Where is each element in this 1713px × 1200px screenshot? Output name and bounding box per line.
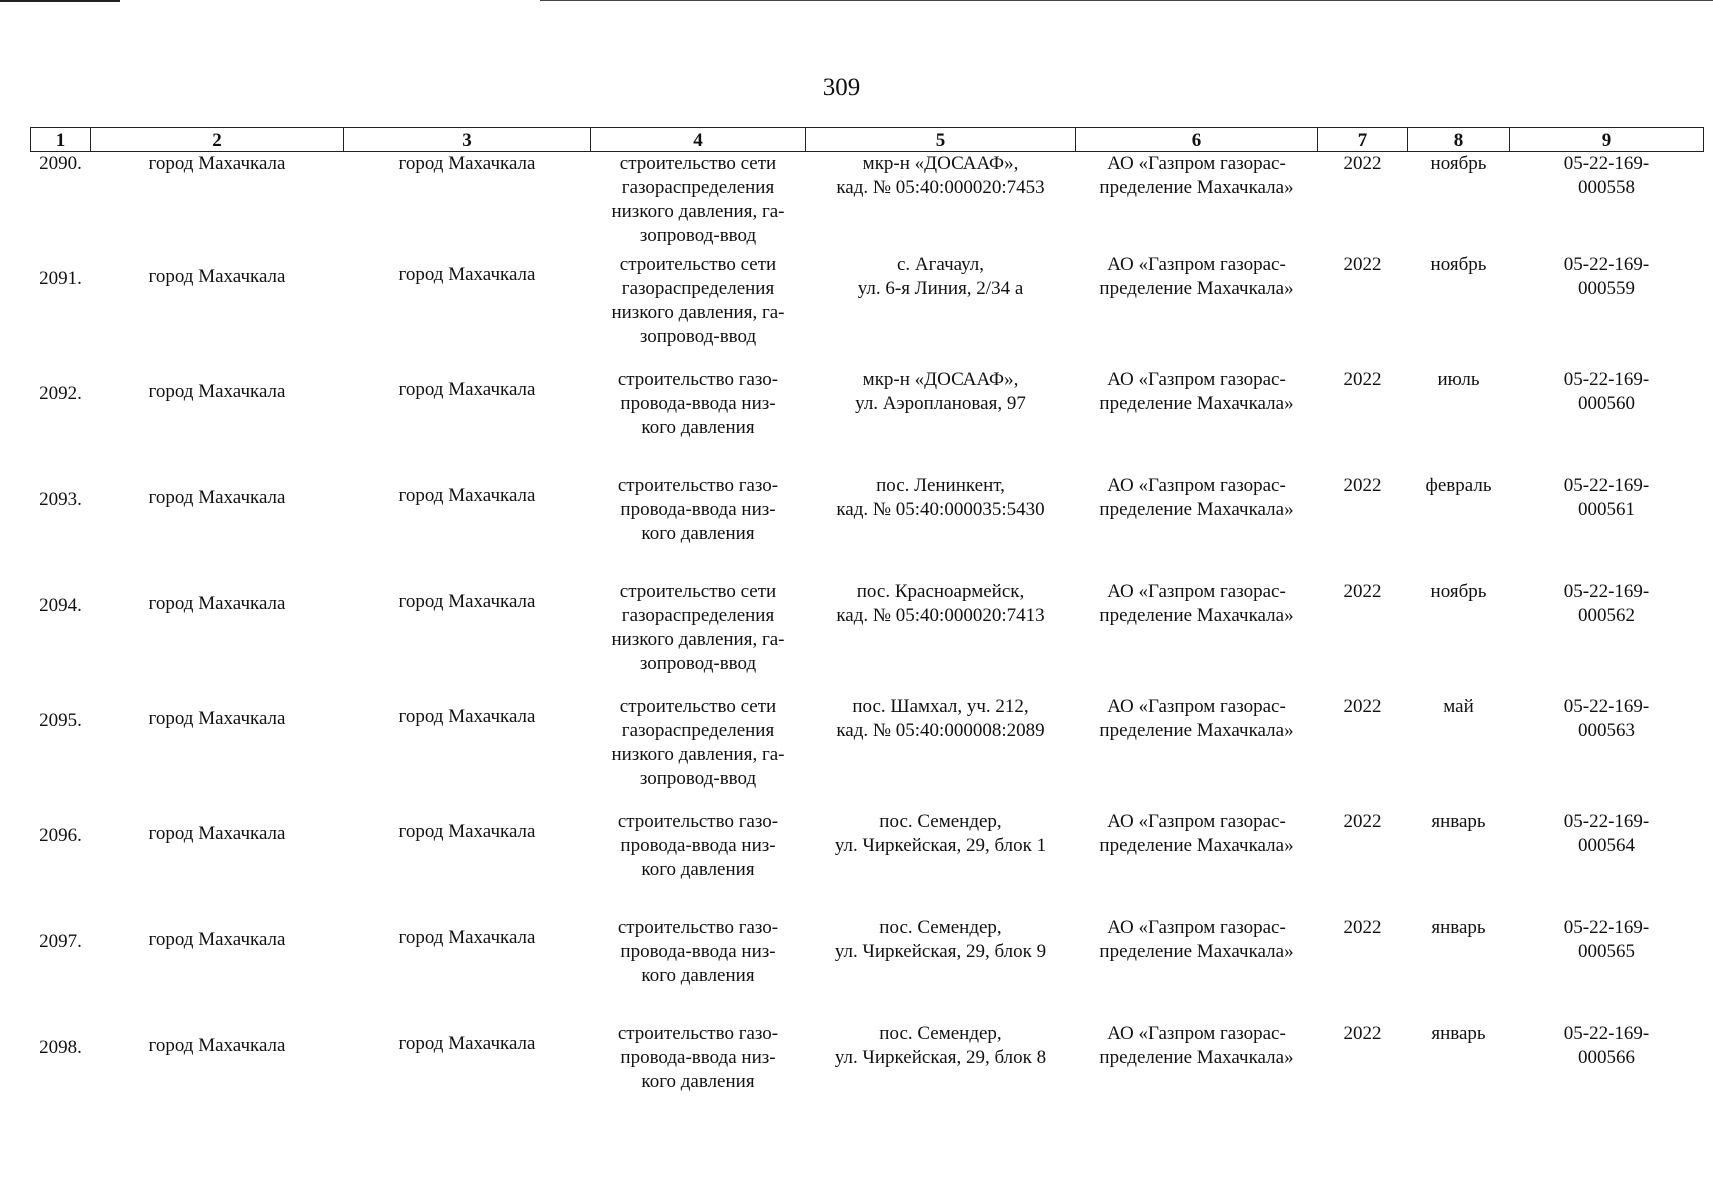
address-cell-line: пос. Шамхал, уч. 212, <box>852 696 1029 717</box>
row-number: 2090. <box>39 153 82 174</box>
registry-code-cell <box>1510 152 1704 254</box>
organization-cell <box>1076 253 1318 368</box>
district-cell: город Махачкала <box>148 1035 286 1056</box>
registry-code-cell-line: 000558 <box>1578 177 1635 198</box>
row-number: 2092. <box>39 383 82 404</box>
organization-cell <box>1076 1022 1318 1128</box>
address-cell-line: ул. Чиркейская, 29, блок 1 <box>834 835 1047 856</box>
registry-code-cell-line: 05-22-169- <box>1563 1023 1650 1044</box>
year-cell: 2022 <box>1343 254 1382 275</box>
column-header-6: 6 <box>1076 128 1318 152</box>
organization-cell-line: АО «Газпром газорас- <box>1107 696 1286 717</box>
year-cell: 2022 <box>1343 475 1382 496</box>
column-header-5: 5 <box>806 128 1076 152</box>
month-cell: ноябрь <box>1430 153 1487 174</box>
work-description-cell <box>591 810 806 916</box>
work-description-cell-line: низкого давления, га- <box>611 744 785 765</box>
work-description-cell-line: газораспределения <box>621 605 775 626</box>
year-cell: 2022 <box>1343 369 1382 390</box>
address-cell <box>806 810 1076 916</box>
registry-code-cell-line: 000561 <box>1578 499 1635 520</box>
locality-cell: город Махачкала <box>398 821 536 842</box>
registry-code-cell-line: 05-22-169- <box>1563 475 1650 496</box>
month-cell: январь <box>1431 917 1486 938</box>
work-description-cell <box>591 253 806 368</box>
district-cell: город Махачкала <box>148 929 286 950</box>
address-cell-line: пос. Семендер, <box>879 917 1002 938</box>
work-description-cell <box>591 695 806 810</box>
column-header-8: 8 <box>1408 128 1510 152</box>
work-description-cell-line: строительство сети <box>619 581 777 602</box>
table-row <box>31 253 1704 368</box>
work-description-cell-line: кого давления <box>641 523 755 544</box>
address-cell <box>806 1022 1076 1128</box>
registry-code-cell-line: 000560 <box>1578 393 1635 414</box>
table-row <box>31 695 1704 810</box>
address-cell-line: пос. Ленинкент, <box>876 475 1005 496</box>
work-description-cell-line: кого давления <box>641 417 755 438</box>
row-number: 2096. <box>39 825 82 846</box>
row-number: 2094. <box>39 595 82 616</box>
registry-code-cell-line: 05-22-169- <box>1563 811 1650 832</box>
address-cell <box>806 580 1076 695</box>
column-header-7: 7 <box>1318 128 1408 152</box>
table-row <box>31 580 1704 695</box>
work-description-cell-line: газораспределения <box>621 278 775 299</box>
row-number: 2091. <box>39 268 82 289</box>
work-description-cell-line: провода-ввода низ- <box>620 941 776 962</box>
registry-code-cell <box>1510 916 1704 1022</box>
column-header-1: 1 <box>31 128 91 152</box>
organization-cell-line: АО «Газпром газорас- <box>1107 254 1286 275</box>
registry-code-cell <box>1510 253 1704 368</box>
year-cell: 2022 <box>1343 1023 1382 1044</box>
organization-cell <box>1076 916 1318 1022</box>
organization-cell-line: пределение Махачкала» <box>1099 941 1294 962</box>
address-cell-line: пос. Семендер, <box>879 811 1002 832</box>
locality-cell: город Махачкала <box>398 1033 536 1054</box>
work-description-cell-line: зопровод-ввод <box>639 653 757 674</box>
address-cell-line: мкр-н «ДОСААФ», <box>862 153 1019 174</box>
month-cell: январь <box>1431 1023 1486 1044</box>
organization-cell-line: пределение Махачкала» <box>1099 278 1294 299</box>
locality-cell: город Махачкала <box>398 379 536 400</box>
address-cell-line: ул. Чиркейская, 29, блок 8 <box>834 1047 1047 1068</box>
row-number: 2095. <box>39 710 82 731</box>
work-description-cell-line: зопровод-ввод <box>639 326 757 347</box>
table-row <box>31 810 1704 916</box>
work-description-cell <box>591 152 806 254</box>
row-number: 2093. <box>39 489 82 510</box>
locality-cell: город Махачкала <box>398 706 536 727</box>
organization-cell-line: пределение Махачкала» <box>1099 177 1294 198</box>
organization-cell-line: АО «Газпром газорас- <box>1107 917 1286 938</box>
month-cell: июль <box>1437 369 1480 390</box>
work-description-cell-line: провода-ввода низ- <box>620 393 776 414</box>
work-description-cell-line: низкого давления, га- <box>611 201 785 222</box>
work-description-cell-line: строительство сети <box>619 696 777 717</box>
work-description-cell-line: провода-ввода низ- <box>620 835 776 856</box>
work-description-cell-line: кого давления <box>641 1071 755 1092</box>
year-cell: 2022 <box>1343 811 1382 832</box>
work-description-cell-line: низкого давления, га- <box>611 302 785 323</box>
organization-cell-line: АО «Газпром газорас- <box>1107 153 1286 174</box>
organization-cell <box>1076 152 1318 254</box>
district-cell: город Махачкала <box>148 266 286 287</box>
address-cell-line: с. Агачаул, <box>896 254 985 275</box>
organization-cell-line: пределение Махачкала» <box>1099 499 1294 520</box>
work-description-cell <box>591 368 806 474</box>
locality-cell: город Махачкала <box>398 927 536 948</box>
year-cell: 2022 <box>1343 696 1382 717</box>
column-header-9: 9 <box>1510 128 1704 152</box>
registry-table <box>30 127 1704 1128</box>
registry-code-cell <box>1510 810 1704 916</box>
address-cell <box>806 474 1076 580</box>
table-row <box>31 368 1704 474</box>
registry-code-cell <box>1510 1022 1704 1128</box>
organization-cell-line: АО «Газпром газорас- <box>1107 369 1286 390</box>
registry-code-cell-line: 05-22-169- <box>1563 369 1650 390</box>
organization-cell-line: АО «Газпром газорас- <box>1107 475 1286 496</box>
organization-cell-line: пределение Махачкала» <box>1099 605 1294 626</box>
district-cell: город Махачкала <box>148 823 286 844</box>
column-header-4: 4 <box>591 128 806 152</box>
year-cell: 2022 <box>1343 917 1382 938</box>
district-cell: город Махачкала <box>148 708 286 729</box>
address-cell <box>806 916 1076 1022</box>
month-cell: февраль <box>1425 475 1492 496</box>
organization-cell <box>1076 580 1318 695</box>
row-number: 2098. <box>39 1037 82 1058</box>
registry-code-cell-line: 000563 <box>1578 720 1635 741</box>
work-description-cell <box>591 1022 806 1128</box>
address-cell-line: кад. № 05:40:000035:5430 <box>836 499 1045 520</box>
year-cell: 2022 <box>1343 153 1382 174</box>
address-cell-line: кад. № 05:40:000008:2089 <box>836 720 1045 741</box>
address-cell <box>806 152 1076 254</box>
work-description-cell <box>591 580 806 695</box>
registry-code-cell-line: 000566 <box>1578 1047 1635 1068</box>
work-description-cell-line: зопровод-ввод <box>639 768 757 789</box>
work-description-cell-line: зопровод-ввод <box>639 225 757 246</box>
table-row <box>31 474 1704 580</box>
table-row <box>31 1022 1704 1128</box>
address-cell-line: кад. № 05:40:000020:7453 <box>836 177 1045 198</box>
organization-cell <box>1076 474 1318 580</box>
registry-code-cell-line: 000559 <box>1578 278 1635 299</box>
month-cell: ноябрь <box>1430 254 1487 275</box>
locality-cell: город Махачкала <box>398 591 536 612</box>
organization-cell-line: АО «Газпром газорас- <box>1107 581 1286 602</box>
locality-cell: город Махачкала <box>398 485 536 506</box>
table-header-row <box>31 128 1704 152</box>
work-description-cell-line: строительство газо- <box>617 1023 779 1044</box>
work-description-cell-line: газораспределения <box>621 177 775 198</box>
address-cell-line: пос. Красноармейск, <box>856 581 1025 602</box>
work-description-cell <box>591 916 806 1022</box>
work-description-cell-line: строительство сети <box>619 153 777 174</box>
locality-cell: город Махачкала <box>398 153 536 174</box>
organization-cell-line: пределение Махачкала» <box>1099 1047 1294 1068</box>
address-cell-line: ул. 6-я Линия, 2/34 а <box>857 278 1024 299</box>
work-description-cell <box>591 474 806 580</box>
work-description-cell-line: кого давления <box>641 965 755 986</box>
locality-cell: город Махачкала <box>398 264 536 285</box>
page-number: 309 <box>822 74 861 101</box>
district-cell: город Махачкала <box>148 487 286 508</box>
registry-code-cell-line: 05-22-169- <box>1563 917 1650 938</box>
registry-code-cell-line: 000565 <box>1578 941 1635 962</box>
work-description-cell-line: строительство газо- <box>617 917 779 938</box>
work-description-cell-line: строительство газо- <box>617 475 779 496</box>
address-cell-line: ул. Аэроплановая, 97 <box>855 393 1026 414</box>
registry-code-cell-line: 05-22-169- <box>1563 254 1650 275</box>
table-row <box>31 152 1704 254</box>
table-row <box>31 916 1704 1022</box>
month-cell: май <box>1443 696 1474 717</box>
row-number: 2097. <box>39 931 82 952</box>
year-cell: 2022 <box>1343 581 1382 602</box>
registry-code-cell-line: 000562 <box>1578 605 1635 626</box>
registry-code-cell-line: 05-22-169- <box>1563 581 1650 602</box>
work-description-cell-line: кого давления <box>641 859 755 880</box>
work-description-cell-line: провода-ввода низ- <box>620 499 776 520</box>
address-cell <box>806 368 1076 474</box>
work-description-cell-line: строительство газо- <box>617 369 779 390</box>
registry-code-cell <box>1510 695 1704 810</box>
district-cell: город Махачкала <box>148 153 286 174</box>
registry-code-cell <box>1510 368 1704 474</box>
month-cell: ноябрь <box>1430 581 1487 602</box>
organization-cell-line: пределение Махачкала» <box>1099 720 1294 741</box>
month-cell: январь <box>1431 811 1486 832</box>
column-header-3: 3 <box>344 128 591 152</box>
organization-cell-line: АО «Газпром газорас- <box>1107 811 1286 832</box>
organization-cell <box>1076 368 1318 474</box>
top-edge-rule-right <box>540 0 1713 1</box>
address-cell <box>806 253 1076 368</box>
district-cell: город Махачкала <box>148 593 286 614</box>
address-cell-line: мкр-н «ДОСААФ», <box>862 369 1019 390</box>
organization-cell-line: пределение Махачкала» <box>1099 393 1294 414</box>
district-cell: город Махачкала <box>148 381 286 402</box>
organization-cell-line: АО «Газпром газорас- <box>1107 1023 1286 1044</box>
registry-code-cell-line: 05-22-169- <box>1563 153 1650 174</box>
column-header-2: 2 <box>91 128 344 152</box>
organization-cell-line: пределение Махачкала» <box>1099 835 1294 856</box>
registry-code-cell <box>1510 580 1704 695</box>
work-description-cell-line: строительство сети <box>619 254 777 275</box>
table-body <box>31 152 1704 1129</box>
work-description-cell-line: низкого давления, га- <box>611 629 785 650</box>
top-edge-rule <box>0 0 120 2</box>
organization-cell <box>1076 810 1318 916</box>
work-description-cell-line: газораспределения <box>621 720 775 741</box>
registry-code-cell-line: 000564 <box>1578 835 1635 856</box>
address-cell-line: пос. Семендер, <box>879 1023 1002 1044</box>
registry-code-cell-line: 05-22-169- <box>1563 696 1650 717</box>
registry-code-cell <box>1510 474 1704 580</box>
work-description-cell-line: строительство газо- <box>617 811 779 832</box>
address-cell <box>806 695 1076 810</box>
address-cell-line: кад. № 05:40:000020:7413 <box>836 605 1045 626</box>
organization-cell <box>1076 695 1318 810</box>
work-description-cell-line: провода-ввода низ- <box>620 1047 776 1068</box>
address-cell-line: ул. Чиркейская, 29, блок 9 <box>834 941 1047 962</box>
